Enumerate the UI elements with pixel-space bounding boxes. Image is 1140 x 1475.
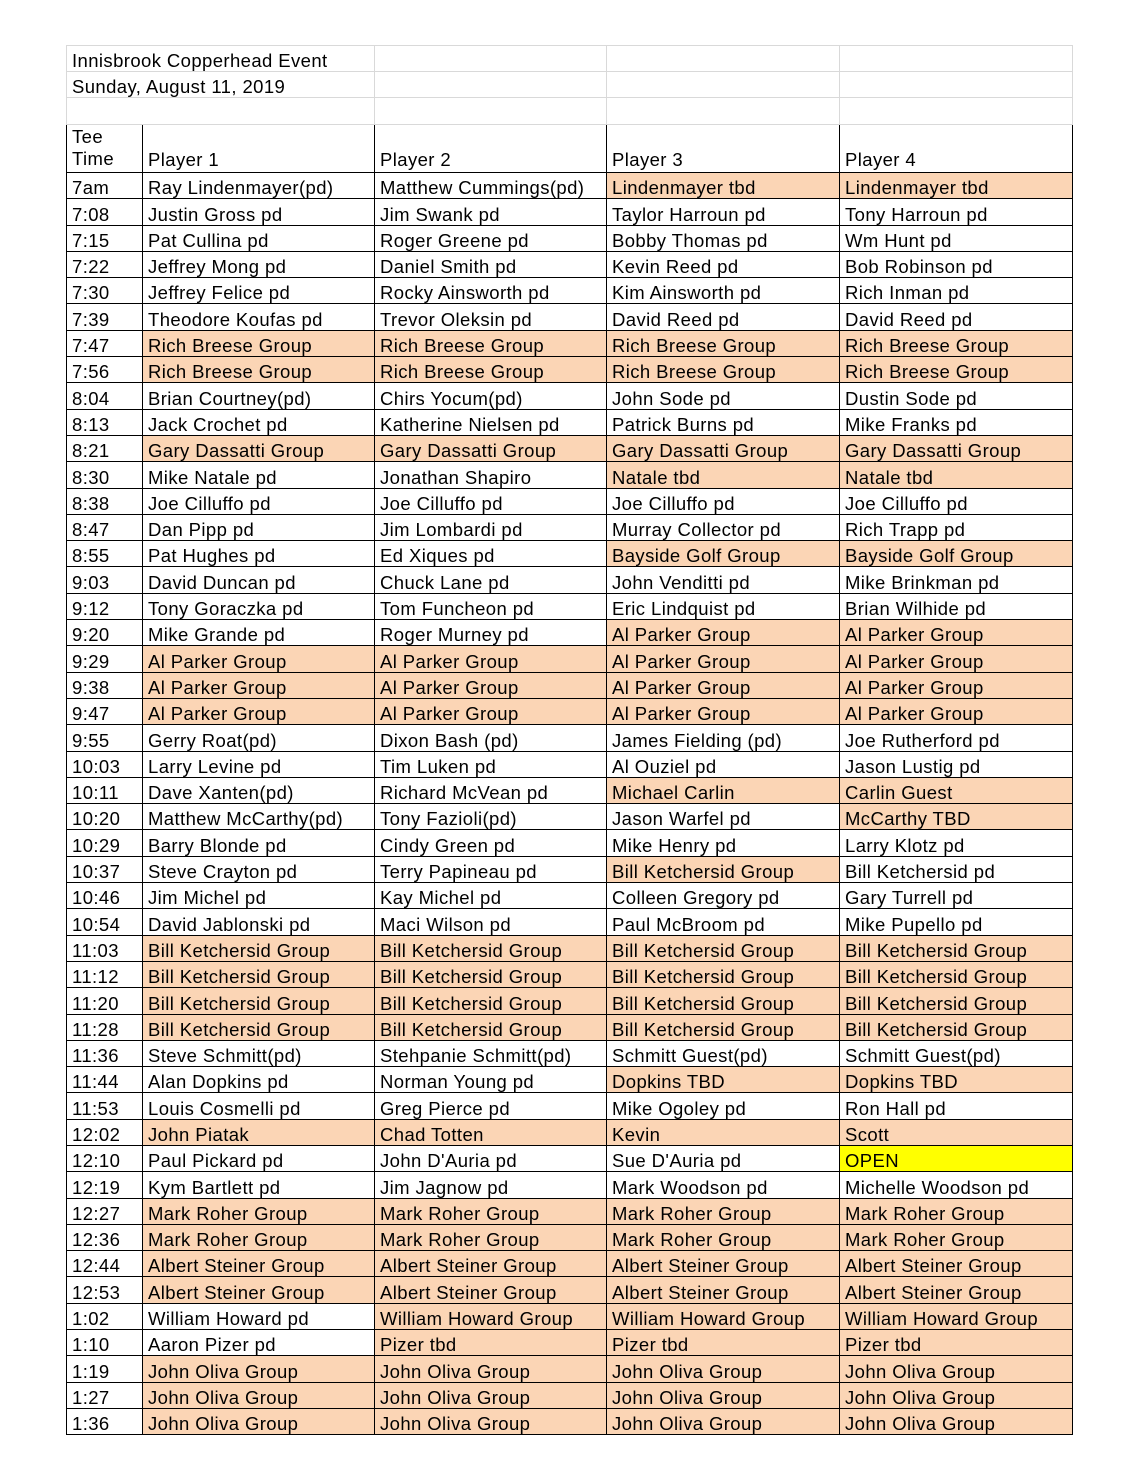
tee-time-cell: 7:56 <box>67 357 143 383</box>
player-cell: Mark Roher Group <box>840 1198 1073 1224</box>
tee-time-cell: 7am <box>67 173 143 199</box>
table-row <box>67 1303 1073 1329</box>
table-row <box>67 1408 1073 1434</box>
player-cell: Mike Franks pd <box>840 409 1073 435</box>
player-cell: Rich Breese Group <box>143 357 375 383</box>
player-cell: James Fielding (pd) <box>607 725 840 751</box>
player-cell: John Oliva Group <box>840 1356 1073 1382</box>
player-cell: John Oliva Group <box>143 1382 375 1408</box>
player-cell: Steve Crayton pd <box>143 856 375 882</box>
tee-time-cell: 7:39 <box>67 304 143 330</box>
table-row <box>67 488 1073 514</box>
player-cell: Ron Hall pd <box>840 1093 1073 1119</box>
tee-time-cell: 10:54 <box>67 909 143 935</box>
player-cell: Ray Lindenmayer(pd) <box>143 173 375 199</box>
tee-time-cell: 11:36 <box>67 1040 143 1066</box>
table-row <box>67 541 1073 567</box>
player-cell: Rocky Ainsworth pd <box>375 278 607 304</box>
tee-time-cell: 7:47 <box>67 330 143 356</box>
player-cell: Bayside Golf Group <box>607 541 840 567</box>
tee-time-cell: 12:53 <box>67 1277 143 1303</box>
player-cell: Stehpanie Schmitt(pd) <box>375 1040 607 1066</box>
player-cell: Mark Roher Group <box>143 1198 375 1224</box>
player-cell: Barry Blonde pd <box>143 830 375 856</box>
table-row <box>67 357 1073 383</box>
player-cell: John Oliva Group <box>143 1356 375 1382</box>
player-cell: Rich Trapp pd <box>840 514 1073 540</box>
player-cell: Mark Woodson pd <box>607 1172 840 1198</box>
player-cell: OPEN <box>840 1145 1073 1171</box>
tee-time-cell: 1:27 <box>67 1382 143 1408</box>
player-cell: Bill Ketchersid Group <box>840 1014 1073 1040</box>
player-cell: Dan Pipp pd <box>143 514 375 540</box>
player-cell: William Howard Group <box>607 1303 840 1329</box>
table-row <box>67 330 1073 356</box>
player-cell: Greg Pierce pd <box>375 1093 607 1119</box>
player-cell: Bill Ketchersid pd <box>840 856 1073 882</box>
event-date: Sunday, August 11, 2019 <box>67 72 375 98</box>
player-cell: Albert Steiner Group <box>840 1277 1073 1303</box>
player-cell: David Jablonski pd <box>143 909 375 935</box>
table-row <box>67 383 1073 409</box>
player-cell: Joe Cilluffo pd <box>607 488 840 514</box>
tee-time-cell: 7:15 <box>67 225 143 251</box>
tee-time-cell: 7:30 <box>67 278 143 304</box>
player-cell: William Howard pd <box>143 1303 375 1329</box>
tee-time-cell: 12:19 <box>67 1172 143 1198</box>
player-cell: Bill Ketchersid Group <box>375 1014 607 1040</box>
player-cell: Albert Steiner Group <box>607 1277 840 1303</box>
player-cell: Al Parker Group <box>375 646 607 672</box>
player-cell: Rich Breese Group <box>840 330 1073 356</box>
player-cell: Kevin Reed pd <box>607 251 840 277</box>
player-cell: Justin Gross pd <box>143 199 375 225</box>
player-cell: Tom Funcheon pd <box>375 593 607 619</box>
player-cell: Bill Ketchersid Group <box>607 935 840 961</box>
table-row <box>67 304 1073 330</box>
table-row <box>67 251 1073 277</box>
player-cell: Bill Ketchersid Group <box>607 1014 840 1040</box>
player-cell: Bill Ketchersid Group <box>143 935 375 961</box>
player-cell: Bill Ketchersid Group <box>143 1014 375 1040</box>
player-cell: Colleen Gregory pd <box>607 883 840 909</box>
player-cell: Bill Ketchersid Group <box>840 935 1073 961</box>
player-cell: William Howard Group <box>840 1303 1073 1329</box>
player-cell: Al Parker Group <box>607 620 840 646</box>
player-cell: Schmitt Guest(pd) <box>607 1040 840 1066</box>
player-cell: Bob Robinson pd <box>840 251 1073 277</box>
player-cell: Albert Steiner Group <box>143 1251 375 1277</box>
player-cell: Mike Pupello pd <box>840 909 1073 935</box>
player-cell: Al Parker Group <box>607 672 840 698</box>
table-row <box>67 1119 1073 1145</box>
player-cell: Scott <box>840 1119 1073 1145</box>
player-cell: Natale tbd <box>840 462 1073 488</box>
player-cell: Pizer tbd <box>607 1330 840 1356</box>
player-cell: Al Parker Group <box>143 672 375 698</box>
player-cell: Michelle Woodson pd <box>840 1172 1073 1198</box>
player-cell: Ed Xiques pd <box>375 541 607 567</box>
player-cell: Murray Collector pd <box>607 514 840 540</box>
tee-time-cell: 8:55 <box>67 541 143 567</box>
player-cell: Mike Grande pd <box>143 620 375 646</box>
player-cell: Al Parker Group <box>840 620 1073 646</box>
player-cell: Tony Goraczka pd <box>143 593 375 619</box>
table-row <box>67 1382 1073 1408</box>
table-row <box>67 988 1073 1014</box>
tee-time-cell: 8:21 <box>67 435 143 461</box>
player-cell: John Oliva Group <box>607 1382 840 1408</box>
player-cell: John Oliva Group <box>607 1408 840 1434</box>
player-cell: Dopkins TBD <box>840 1067 1073 1093</box>
player-cell: Mark Roher Group <box>375 1198 607 1224</box>
player-cell: Kim Ainsworth pd <box>607 278 840 304</box>
tee-time-cell: 10:46 <box>67 883 143 909</box>
table-row <box>67 777 1073 803</box>
player-cell: Chirs Yocum(pd) <box>375 383 607 409</box>
table-row <box>67 830 1073 856</box>
player-cell: John Oliva Group <box>840 1408 1073 1434</box>
player-cell: Al Parker Group <box>840 646 1073 672</box>
player-cell: Taylor Harroun pd <box>607 199 840 225</box>
player-cell: Chuck Lane pd <box>375 567 607 593</box>
player-cell: Gerry Roat(pd) <box>143 725 375 751</box>
player-cell: Gary Dassatti Group <box>375 435 607 461</box>
player-cell: Bayside Golf Group <box>840 541 1073 567</box>
tee-time-cell: 9:29 <box>67 646 143 672</box>
header-player-1: Player 1 <box>143 125 375 173</box>
player-cell: Al Ouziel pd <box>607 751 840 777</box>
player-cell: Gary Dassatti Group <box>143 435 375 461</box>
tee-time-cell: 11:20 <box>67 988 143 1014</box>
header-tee-line2: Time <box>72 148 115 169</box>
player-cell: Al Parker Group <box>607 698 840 724</box>
player-cell: Jason Lustig pd <box>840 751 1073 777</box>
player-cell: Maci Wilson pd <box>375 909 607 935</box>
table-row <box>67 1172 1073 1198</box>
player-cell: Joe Cilluffo pd <box>840 488 1073 514</box>
tee-time-cell: 10:11 <box>67 777 143 803</box>
table-row <box>67 804 1073 830</box>
tee-time-cell: 11:12 <box>67 961 143 987</box>
tee-time-cell: 1:10 <box>67 1330 143 1356</box>
player-cell: Louis Cosmelli pd <box>143 1093 375 1119</box>
table-row <box>67 199 1073 225</box>
player-cell: Rich Breese Group <box>375 357 607 383</box>
tee-time-cell: 8:47 <box>67 514 143 540</box>
player-cell: Tony Fazioli(pd) <box>375 804 607 830</box>
player-cell: McCarthy TBD <box>840 804 1073 830</box>
table-row <box>67 909 1073 935</box>
tee-time-cell: 7:22 <box>67 251 143 277</box>
tee-time-cell: 1:02 <box>67 1303 143 1329</box>
player-cell: Jim Michel pd <box>143 883 375 909</box>
tee-time-cell: 8:04 <box>67 383 143 409</box>
table-row <box>67 1224 1073 1250</box>
player-cell: John Oliva Group <box>375 1382 607 1408</box>
header-tee-time <box>67 125 143 173</box>
header-player-3: Player 3 <box>607 125 840 173</box>
tee-time-cell: 9:20 <box>67 620 143 646</box>
player-cell: Jim Swank pd <box>375 199 607 225</box>
table-row <box>67 1356 1073 1382</box>
player-cell: Joe Cilluffo pd <box>375 488 607 514</box>
player-cell: Mark Roher Group <box>143 1224 375 1250</box>
player-cell: Bill Ketchersid Group <box>840 988 1073 1014</box>
player-cell: David Reed pd <box>840 304 1073 330</box>
player-cell: Gary Turrell pd <box>840 883 1073 909</box>
table-row <box>67 1145 1073 1171</box>
player-cell: Bill Ketchersid Group <box>375 961 607 987</box>
player-cell: Jack Crochet pd <box>143 409 375 435</box>
player-cell: Roger Murney pd <box>375 620 607 646</box>
tee-time-cell: 9:03 <box>67 567 143 593</box>
player-cell: Tim Luken pd <box>375 751 607 777</box>
table-row <box>67 593 1073 619</box>
player-cell: Bill Ketchersid Group <box>375 988 607 1014</box>
tee-time-cell: 12:02 <box>67 1119 143 1145</box>
player-cell: Pat Cullina pd <box>143 225 375 251</box>
player-cell: Roger Greene pd <box>375 225 607 251</box>
player-cell: Mark Roher Group <box>607 1224 840 1250</box>
player-cell: Dave Xanten(pd) <box>143 777 375 803</box>
player-cell: John Oliva Group <box>607 1356 840 1382</box>
player-cell: Mike Henry pd <box>607 830 840 856</box>
player-cell: Kym Bartlett pd <box>143 1172 375 1198</box>
player-cell: John Oliva Group <box>143 1408 375 1434</box>
table-row <box>67 1014 1073 1040</box>
player-cell: Larry Levine pd <box>143 751 375 777</box>
player-cell: Natale tbd <box>607 462 840 488</box>
player-cell: Rich Breese Group <box>375 330 607 356</box>
player-cell: Bill Ketchersid Group <box>375 935 607 961</box>
player-cell: Bill Ketchersid Group <box>143 988 375 1014</box>
player-cell: Schmitt Guest(pd) <box>840 1040 1073 1066</box>
table-row <box>67 725 1073 751</box>
player-cell: John Venditti pd <box>607 567 840 593</box>
player-cell: Albert Steiner Group <box>375 1251 607 1277</box>
tee-time-cell: 12:27 <box>67 1198 143 1224</box>
player-cell: Rich Breese Group <box>143 330 375 356</box>
table-row <box>67 1040 1073 1066</box>
player-cell: John Oliva Group <box>375 1356 607 1382</box>
player-cell: Rich Breese Group <box>840 357 1073 383</box>
tee-time-cell: 9:12 <box>67 593 143 619</box>
player-cell: Rich Breese Group <box>607 330 840 356</box>
player-cell: Eric Lindquist pd <box>607 593 840 619</box>
table-row <box>67 1198 1073 1224</box>
player-cell: John Piatak <box>143 1119 375 1145</box>
player-cell: Larry Klotz pd <box>840 830 1073 856</box>
player-cell: Kay Michel pd <box>375 883 607 909</box>
tee-time-cell: 9:38 <box>67 672 143 698</box>
tee-time-cell: 1:19 <box>67 1356 143 1382</box>
player-cell: Al Parker Group <box>143 646 375 672</box>
player-cell: Matthew Cummings(pd) <box>375 173 607 199</box>
player-cell: Jason Warfel pd <box>607 804 840 830</box>
player-cell: Mark Roher Group <box>607 1198 840 1224</box>
player-cell: Jeffrey Felice pd <box>143 278 375 304</box>
player-cell: Al Parker Group <box>375 672 607 698</box>
table-row <box>67 751 1073 777</box>
player-cell: Wm Hunt pd <box>840 225 1073 251</box>
player-cell: Albert Steiner Group <box>607 1251 840 1277</box>
player-cell: Aaron Pizer pd <box>143 1330 375 1356</box>
player-cell: Joe Cilluffo pd <box>143 488 375 514</box>
player-cell: Sue D'Auria pd <box>607 1145 840 1171</box>
player-cell: Rich Breese Group <box>607 357 840 383</box>
player-cell: William Howard Group <box>375 1303 607 1329</box>
tee-time-cell: 12:44 <box>67 1251 143 1277</box>
player-cell: David Duncan pd <box>143 567 375 593</box>
player-cell: Gary Dassatti Group <box>840 435 1073 461</box>
player-cell: Albert Steiner Group <box>143 1277 375 1303</box>
table-row <box>67 935 1073 961</box>
player-cell: Trevor Oleksin pd <box>375 304 607 330</box>
tee-time-table <box>66 45 1073 1435</box>
player-cell: Mike Brinkman pd <box>840 567 1073 593</box>
player-cell: Mike Ogoley pd <box>607 1093 840 1119</box>
player-cell: John Oliva Group <box>375 1408 607 1434</box>
header-tee-line1: Tee <box>72 126 104 147</box>
player-cell: Al Parker Group <box>375 698 607 724</box>
player-cell: Norman Young pd <box>375 1067 607 1093</box>
table-row <box>67 1330 1073 1356</box>
player-cell: Al Parker Group <box>840 698 1073 724</box>
player-cell: Alan Dopkins pd <box>143 1067 375 1093</box>
player-cell: Brian Wilhide pd <box>840 593 1073 619</box>
table-row <box>67 278 1073 304</box>
player-cell: John D'Auria pd <box>375 1145 607 1171</box>
table-row <box>67 883 1073 909</box>
player-cell: Bill Ketchersid Group <box>607 856 840 882</box>
player-cell: Joe Rutherford pd <box>840 725 1073 751</box>
player-cell: Terry Papineau pd <box>375 856 607 882</box>
player-cell: Bill Ketchersid Group <box>607 988 840 1014</box>
table-row <box>67 1277 1073 1303</box>
header-player-2: Player 2 <box>375 125 607 173</box>
table-row <box>67 409 1073 435</box>
table-row <box>67 620 1073 646</box>
table-row <box>67 462 1073 488</box>
tee-time-cell: 11:03 <box>67 935 143 961</box>
player-cell: Michael Carlin <box>607 777 840 803</box>
player-cell: Brian Courtney(pd) <box>143 383 375 409</box>
player-cell: Al Parker Group <box>143 698 375 724</box>
tee-time-cell: 9:55 <box>67 725 143 751</box>
player-cell: Bill Ketchersid Group <box>143 961 375 987</box>
tee-time-cell: 10:37 <box>67 856 143 882</box>
player-cell: Matthew McCarthy(pd) <box>143 804 375 830</box>
player-cell: Patrick Burns pd <box>607 409 840 435</box>
player-cell: Bobby Thomas pd <box>607 225 840 251</box>
player-cell: Gary Dassatti Group <box>607 435 840 461</box>
table-row <box>67 1067 1073 1093</box>
table-row <box>67 698 1073 724</box>
table-row <box>67 646 1073 672</box>
player-cell: Lindenmayer tbd <box>840 173 1073 199</box>
tee-time-cell: 10:29 <box>67 830 143 856</box>
player-cell: David Reed pd <box>607 304 840 330</box>
tee-time-cell: 10:20 <box>67 804 143 830</box>
player-cell: Jeffrey Mong pd <box>143 251 375 277</box>
player-cell: Paul Pickard pd <box>143 1145 375 1171</box>
player-cell: Al Parker Group <box>840 672 1073 698</box>
table-row <box>67 225 1073 251</box>
table-row <box>67 672 1073 698</box>
player-cell: Jim Lombardi pd <box>375 514 607 540</box>
tee-time-cell: 11:53 <box>67 1093 143 1119</box>
player-cell: Mark Roher Group <box>840 1224 1073 1250</box>
table-row <box>67 961 1073 987</box>
player-cell: Bill Ketchersid Group <box>840 961 1073 987</box>
player-cell: Chad Totten <box>375 1119 607 1145</box>
player-cell: Steve Schmitt(pd) <box>143 1040 375 1066</box>
table-row <box>67 173 1073 199</box>
tee-time-cell: 9:47 <box>67 698 143 724</box>
player-cell: Albert Steiner Group <box>840 1251 1073 1277</box>
player-cell: Theodore Koufas pd <box>143 304 375 330</box>
tee-time-cell: 10:03 <box>67 751 143 777</box>
table-row <box>67 1093 1073 1119</box>
tee-time-cell: 12:10 <box>67 1145 143 1171</box>
player-cell: Al Parker Group <box>607 646 840 672</box>
tee-time-cell: 12:36 <box>67 1224 143 1250</box>
player-cell: John Oliva Group <box>840 1382 1073 1408</box>
player-cell: Rich Inman pd <box>840 278 1073 304</box>
tee-time-cell: 8:38 <box>67 488 143 514</box>
player-cell: Mike Natale pd <box>143 462 375 488</box>
player-cell: Lindenmayer tbd <box>607 173 840 199</box>
player-cell: Kevin <box>607 1119 840 1145</box>
player-cell: Katherine Nielsen pd <box>375 409 607 435</box>
player-cell: Paul McBroom pd <box>607 909 840 935</box>
player-cell: Dixon Bash (pd) <box>375 725 607 751</box>
table-row <box>67 856 1073 882</box>
player-cell: Mark Roher Group <box>375 1224 607 1250</box>
tee-time-cell: 8:13 <box>67 409 143 435</box>
player-cell: Tony Harroun pd <box>840 199 1073 225</box>
tee-time-cell: 8:30 <box>67 462 143 488</box>
table-row <box>67 514 1073 540</box>
event-title: Innisbrook Copperhead Event <box>67 46 375 72</box>
player-cell: Dopkins TBD <box>607 1067 840 1093</box>
player-cell: Pizer tbd <box>375 1330 607 1356</box>
player-cell: Pizer tbd <box>840 1330 1073 1356</box>
tee-sheet <box>66 45 1073 1435</box>
player-cell: Albert Steiner Group <box>375 1277 607 1303</box>
tee-time-cell: 11:28 <box>67 1014 143 1040</box>
player-cell: John Sode pd <box>607 383 840 409</box>
tee-time-cell: 11:44 <box>67 1067 143 1093</box>
tee-time-cell: 7:08 <box>67 199 143 225</box>
tee-time-cell: 1:36 <box>67 1408 143 1434</box>
player-cell: Pat Hughes pd <box>143 541 375 567</box>
player-cell: Carlin Guest <box>840 777 1073 803</box>
player-cell: Jonathan Shapiro <box>375 462 607 488</box>
player-cell: Daniel Smith pd <box>375 251 607 277</box>
player-cell: Bill Ketchersid Group <box>607 961 840 987</box>
player-cell: Dustin Sode pd <box>840 383 1073 409</box>
player-cell: Cindy Green pd <box>375 830 607 856</box>
table-row <box>67 1251 1073 1277</box>
player-cell: Jim Jagnow pd <box>375 1172 607 1198</box>
header-player-4: Player 4 <box>840 125 1073 173</box>
table-row <box>67 435 1073 461</box>
table-row <box>67 567 1073 593</box>
player-cell: Richard McVean pd <box>375 777 607 803</box>
